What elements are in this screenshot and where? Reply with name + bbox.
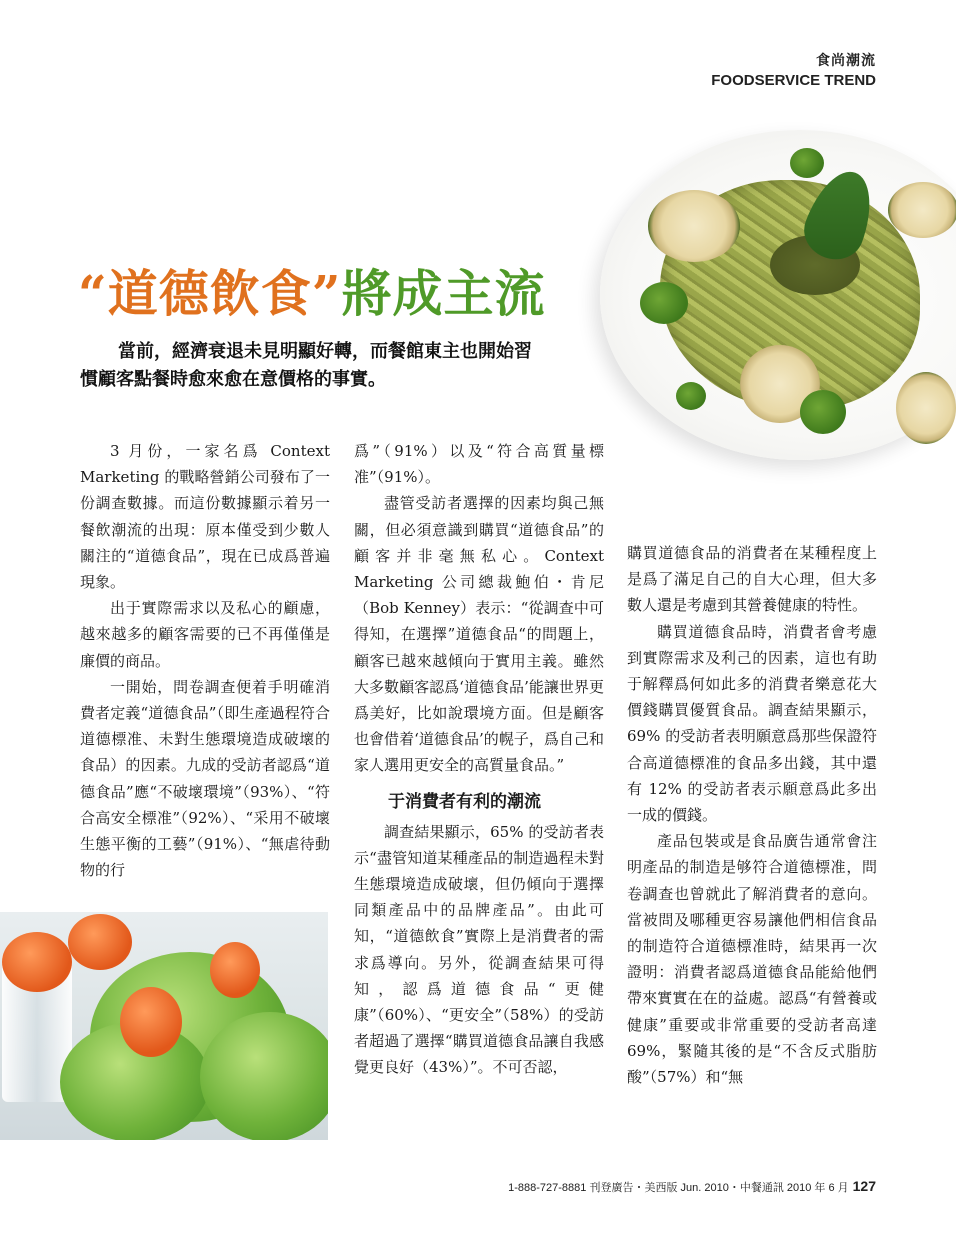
article-lead: 當前，經濟衰退未見明顯好轉，而餐館東主也開始習慣顧客點餐時愈來愈在意價格的事實。 [80,341,532,389]
page-footer [508,1178,876,1195]
text-column-3 [627,540,877,1090]
text-column-1 [80,438,330,883]
page-number: 127 [852,1178,876,1194]
section-name-zh: 食尚潮流 [816,52,876,68]
title-part-1: “道德飲食” [78,264,342,323]
paragraph: 一開始，問卷調查便着手明確消費者定義“道德食品”（即生產過程符合道德標准、未對生態環境造成破壞的食品）的因素。九成的受訪者認爲“道德食品”應“不破壞環境”（93%）、“符合高安全標准”（92%）、“采用不破壞生態平衡的工藝”（91%）、“無虐待動物的行 [80,677,330,880]
text-column-2 [354,438,604,1081]
vegetable-photo [0,912,328,1140]
paragraph: 3 月份，一家名爲 Context Marketing 的戰略營銷公司發布了一份調查數據。而這份數據顯示着另一餐飲潮流的出現：原本僅受到少數人關注的“道德食品”，現在已成爲普遍現象。 [80,442,330,592]
paragraph: 購買道德食品的消費者在某種程度上是爲了滿足自己的自大心理，但大多數人還是考慮到其營養健康的特性。 [627,544,877,615]
section-tag [711,50,876,89]
title-part-2: 將成主流 [341,264,546,323]
paragraph: 出于實際需求以及私心的顧慮，越來越多的顧客需要的已不再僅僅是廉價的商品。 [80,599,330,670]
paragraph: 購買道德食品時，消費者會考慮到實際需求及利己的因素，這也有助于解釋爲何如此多的消費者樂意花大價錢購買優質食品。調查結果顯示，69% 的受訪者表明願意爲那些保證符合高道德標准的食品多出錢，其中還有 12% 的受訪者表示願意爲此多出一成的價錢。 [627,622,877,825]
paragraph: 爲”（91%）以及“符合高質量標准”（91%）。 [354,442,604,487]
section-heading: 于消費者有利的潮流 [388,791,541,811]
section-name-en: FOODSERVICE TREND [711,72,876,89]
article-title [78,254,546,326]
paragraph: 調查結果顯示，65% 的受訪者表示“盡管知道某種產品的制造過程未對生態環境造成破壞，但仍傾向于選擇同類產品中的品牌產品”。由此可知，“道德飲食”實際上是消費者的需求爲導向。另外，從調查結果可得知，認爲道德食品“更健康”（60%）、“更安全”（58%）的受訪者超過了選擇“購買道德食品讓自我感覺更良好（43%）”。不可否認， [354,822,604,1077]
paragraph: 產品包裝或是食品廣告通常會注明產品的制造是够符合道德標准，問卷調查也曾就此了解消費者的意向。當被問及哪種更容易讓他們相信食品的制造符合道德標准時，結果再一次證明：消費者認爲道德食品能給他們帶來實實在在的益處。認爲“有營養或健康”重要或非常重要的受訪者高達 69%，緊隨其後的是“不含反式脂肪酸”（57%）和“無 [627,832,877,1087]
paragraph: 盡管受訪者選擇的因素均與己無關，但必須意識到購買“道德食品”的顧客并非毫無私心。Context Marketing 公司總裁鮑伯・肯尼（Bob Kenney）表示：“從調查中可得知，在選擇”道德食品“的問題上，顧客已越來越傾向于實用主義。雖然大多數顧客認爲‘道德食品’能讓世界更爲美好，比如說環境方面。但是顧客也會借着‘道德食品’的幌子，爲自己和家人選用更安全的高質量食品。” [354,494,604,775]
footer-info: 1-888-727-8881 刊登廣告・美西版 Jun. 2010・中餐通訊 2010 年 6 月 [508,1182,849,1194]
